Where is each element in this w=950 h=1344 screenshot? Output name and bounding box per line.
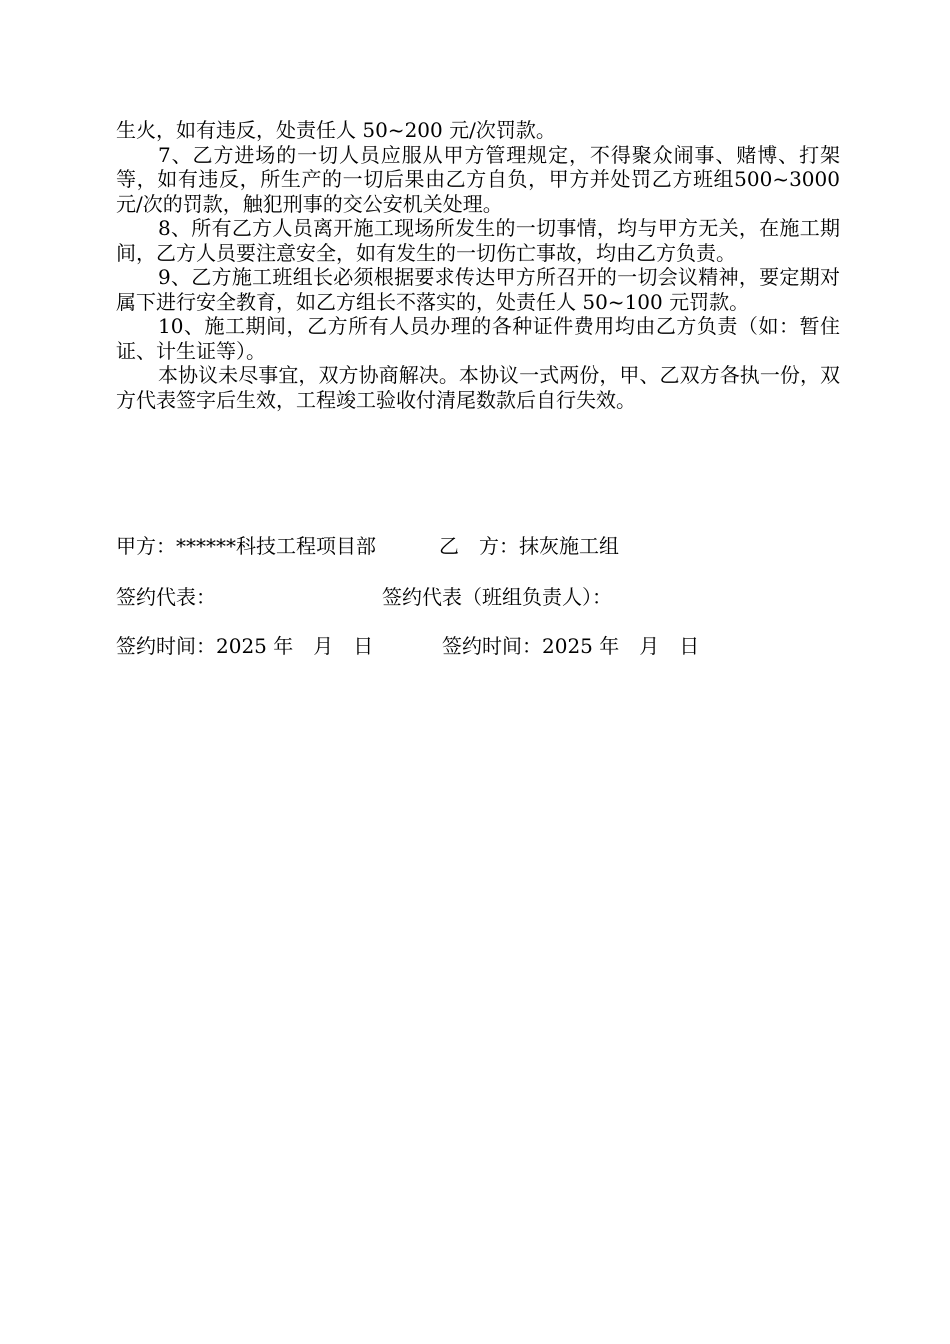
signature-parties-row — [116, 532, 876, 560]
signature-representatives-row — [116, 583, 876, 611]
party-b-sign-date: 签约时间：2025 年 月 日 — [442, 634, 700, 658]
closing-clause: 本协议未尽事宜，双方协商解决。本协议一式两份，甲、乙双方各执一份，双方代表签字后生效，工程竣工验收付清尾数款后自行失效。 — [116, 363, 840, 412]
party-a-label: 甲方：******科技工程项目部 — [116, 534, 376, 558]
clause-6-continuation: 生火，如有违反，处责任人 50~200 元/次罚款。 — [116, 118, 556, 142]
party-a-sign-date: 签约时间：2025 年 月 日 — [116, 634, 374, 658]
party-b-label: 乙 方：抹灰施工组 — [439, 534, 619, 558]
clause-8: 8、所有乙方人员离开施工现场所发生的一切事情，均与甲方无关，在施工期间，乙方人员要注意安全，如有发生的一切伤亡事故，均由乙方负责。 — [116, 216, 840, 265]
signature-dates-row — [116, 632, 876, 660]
clause-10: 10、施工期间，乙方所有人员办理的各种证件费用均由乙方负责（如：暂住证、计生证等）。 — [116, 314, 840, 363]
clause-7: 7、乙方进场的一切人员应服从甲方管理规定，不得聚众闹事、赌博、打架等，如有违反，所生产的一切后果由乙方自负，甲方并处罚乙方班组500~3000 元/次的罚款，触犯刑事的交公安机关处理。 — [116, 142, 840, 216]
party-b-representative: 签约代表（班组负责人）： — [382, 585, 612, 609]
agreement-body — [116, 118, 840, 412]
clause-9: 9、乙方施工班组长必须根据要求传达甲方所召开的一切会议精神，要定期对属下进行安全教育，如乙方组长不落实的，处责任人 50~100 元罚款。 — [116, 265, 840, 314]
party-a-representative: 签约代表： — [116, 585, 216, 609]
